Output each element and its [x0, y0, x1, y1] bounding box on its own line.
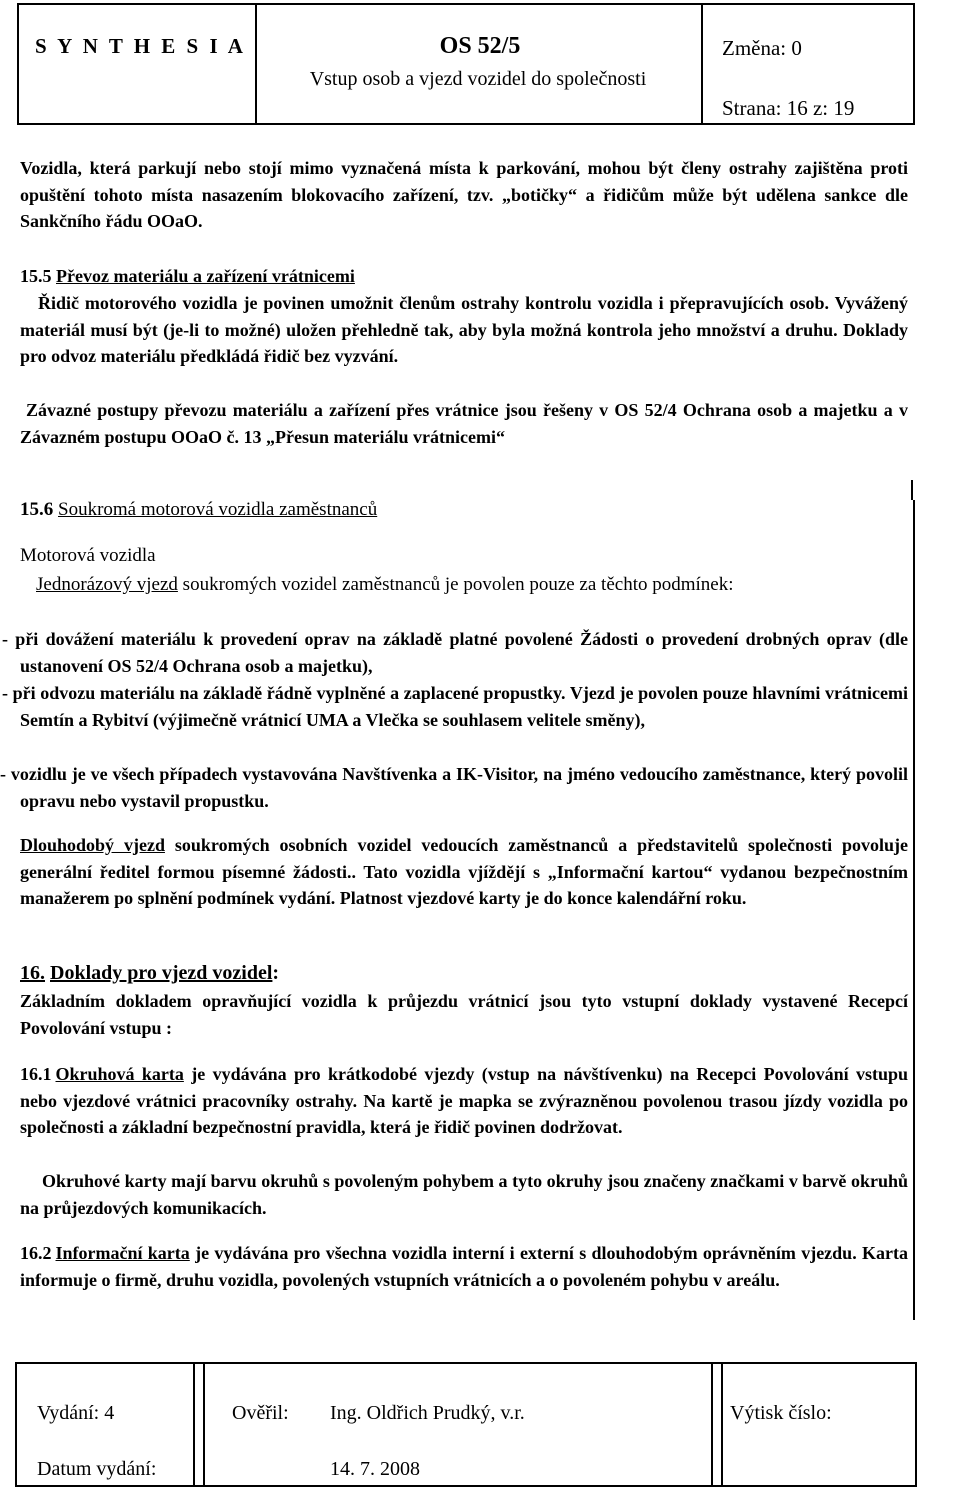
list-item: - vozidlu je ve všech případech vystavována Navštívenka a IK-Visitor, na jméno vedoucího zaměstnance, který povolil opravu nebo vystavil propustku. [0, 764, 908, 811]
section-title: Převoz materiálu a zařízení vrátnicemi [56, 266, 355, 286]
section-15-6-heading [20, 497, 908, 524]
long-term-entry-text: soukromých osobních vozidel vedoucích zaměstnanců a představitelů společnosti povoluje generální ředitel formou písemné žádosti.. Tato vozidla vjíždějí s „Informační kartou“ vydanou bezpečnostním manažerem po splnění podmínek vydání. Platnost vjezdové karty je do konce kalendářní roku. [20, 835, 908, 908]
issue-date-label: Datum vydání: [37, 1458, 157, 1480]
edition: Vydání: 4 [37, 1402, 115, 1424]
footer-divider [203, 1364, 205, 1485]
header-divider [255, 5, 257, 123]
footer-divider [193, 1364, 195, 1485]
footer-divider [721, 1364, 723, 1485]
company-name: S Y N T H E S I A [35, 34, 246, 58]
revision-bar [911, 480, 913, 500]
section-title: Informační karta [55, 1243, 190, 1263]
section-number: 15.6 [20, 499, 54, 520]
document-code: OS 52/5 [439, 33, 521, 59]
verified-by: Ing. Oldřich Prudký, v.r. [330, 1402, 525, 1424]
page-number: Strana: 16 z: 19 [722, 96, 855, 120]
circuit-card-text: je vydávána pro krátkodobé vjezdy (vstup na návštívenku) na Recepci Povolování vstupu nebo vjezdové vrátnici pracovníky ostrahy. Na kartě je mapka se zvýrazněnou povolenou trasou jízdy vozidla po společnosti a základní bezpečnostní pravidla, která je řidič povinen dodržovat. [20, 1064, 909, 1137]
paragraph-information-card [20, 1240, 908, 1293]
one-time-entry-text: soukromých vozidel zaměstnanců je povolen pouze za těchto podmínek: [182, 574, 734, 595]
paragraph-transport: Řidič motorového vozidla je povinen umožnit členům ostrahy kontrolu vozidla i přepravujících osob. Vyvážený materiál musí být (je-li to možné) uložen přehledně tak, aby byla možná kontrola jeho množství a druhu. Doklady pro odvoz materiálu předkládá řidič bez vyzvání. [20, 293, 908, 366]
long-term-entry-label: Dlouhodobý vjezd [20, 835, 165, 855]
footer-divider [711, 1364, 713, 1485]
section-title: Doklady pro vjezd vozidel [50, 962, 273, 984]
issue-date: 14. 7. 2008 [330, 1458, 420, 1480]
one-time-entry-label: Jednorázový vjezd [36, 574, 178, 595]
paragraph-binding-procedures: Závazné postupy převozu materiálu a zařízení přes vrátnice jsou řešeny v OS 52/4 Ochrana osob a majetku a v Závazném postupu OOaO č. 13 „Přesun materiálu vrátnicemi“ [20, 400, 908, 447]
information-card-text: je vydávána pro všechna vozidla interní i externí s dlouhodobým oprávněním vjezdu. Karta informuje o firmě, druhu vozidla, povolených vstupních vrátnicích a o povoleném pohybu v areálu. [20, 1243, 908, 1290]
section-colon: : [272, 962, 280, 984]
section-number: 16. [20, 962, 45, 984]
section-title: Okruhová karta [55, 1064, 184, 1084]
paragraph-parking: Vozidla, která parkují nebo stojí mimo vyznačená místa k parkování, mohou být členy ostrahy zajištěna proti opuštění tohoto místa nasazením blokovacího zařízení, tzv. „botičky“ a řidičům může být udělena sankce dle Sankčního řádu OOaO. [20, 158, 908, 231]
section-15-5-heading [20, 263, 908, 290]
paragraph-one-time-entry [20, 572, 908, 599]
revision-bar [913, 500, 915, 1320]
paragraph-long-term-entry [20, 832, 908, 912]
paragraph-documents-intro: Základním dokladem opravňující vozidla k průjezdu vrátnicí jsou tyto vstupní doklady vystavené Recepcí Povolování vstupu : [20, 991, 908, 1038]
list-item: - při dovážení materiálu k provedení oprav na základě platné povolené Žádosti o provedení drobných oprav (dle ustanovení OS 52/4 Ochrana osob a majetku), [2, 629, 908, 676]
header-divider [701, 5, 703, 123]
subheading-motor-vehicles: Motorová vozidla [20, 545, 156, 566]
section-number: 16.1 [20, 1064, 52, 1084]
section-title: Soukromá motorová vozidla zaměstnanců [58, 499, 378, 520]
verified-label: Ověřil: [232, 1402, 289, 1424]
list-item: - při odvozu materiálu na základě řádně vyplněné a zaplacené propustky. Vjezd je povolen pouze hlavními vrátnicemi Semtín a Rybitví (výjimečně vrátnicí UMA a Vlečka se souhlasem velitele směny), [2, 683, 908, 730]
section-number: 16.2 [20, 1243, 52, 1263]
copy-number: Výtisk číslo: [730, 1402, 832, 1424]
paragraph-circuit-colors: Okruhové karty mají barvu okruhů s povoleným pohybem a tyto okruhy jsou značeny značkami v barvě okruhů na průjezdových komunikacích. [20, 1171, 908, 1218]
paragraph-circuit-card [20, 1061, 908, 1141]
section-number: 15.5 [20, 266, 52, 286]
document-title: Vstup osob a vjezd vozidel do společnosti [309, 68, 647, 90]
section-16-heading [20, 960, 908, 987]
change-number: Změna: 0 [722, 36, 802, 60]
